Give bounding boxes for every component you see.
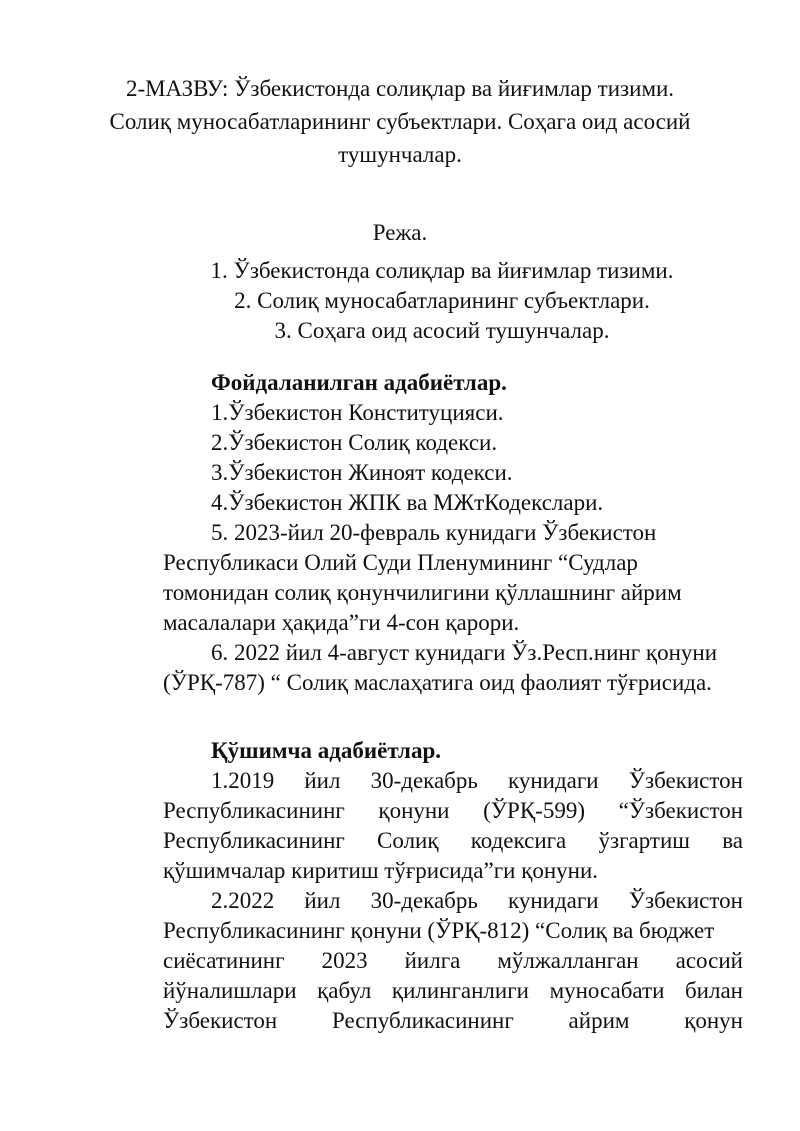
word: Ўзбекистон [628,768,743,793]
word: “Ўзбекистон [618,798,743,823]
word: қонуни [378,798,450,823]
used-literature-line-1: 1.Ўзбекистон Конституцияси. [211,400,504,425]
word: йил [304,888,341,913]
used-literature-line-2: 2.Ўзбекистон Солиқ кодекси. [211,430,498,455]
additional-item2-line4 [163,976,743,1006]
used-literature-line-3: 3.Ўзбекистон Жиноят кодекси. [211,460,513,485]
used-literature-line-9: 6. 2022 йил 4-август кунидаги Ўз.Респ.нинг қонуни [211,640,717,665]
used-literature-heading: Фойдаланилган адабиётлар. [211,370,507,395]
word: Ўзбекистон [163,1008,278,1033]
word: мўлжалланган [497,948,639,973]
plan-item-2: 2. Солиқ муносабатларининг субъектлари. [234,288,650,313]
used-literature-line-7: томонидан солиқ қонунчилигини қўллашнинг айрим [163,580,682,605]
plan-item-1: 1. Ўзбекистонда солиқлар ва йиғимлар тизими. [210,258,674,283]
additional-item1-line2 [163,796,743,826]
word: билан [684,978,743,1003]
additional-literature-heading: Қўшимча адабиётлар. [211,738,441,763]
word: кодексига [470,828,567,853]
word: Республикасининг [163,798,345,823]
word: ва [722,828,743,853]
word: 30-декабрь [370,888,478,913]
additional-item2-line1 [163,886,743,916]
word: 2.2022 [211,888,275,913]
word: Солиқ [377,828,439,853]
used-literature-line-8: масалалари ҳақида”ги 4-сон қарори. [163,610,520,635]
additional-item1-line3 [163,826,743,856]
word: 2023 [321,948,368,973]
used-literature-section [163,368,743,698]
word: (ЎРҚ-599) [483,798,585,823]
word: сиёсатининг [163,948,285,973]
word: асосий [675,948,743,973]
word: 30-декабрь [370,768,478,793]
used-literature-line-6: Республикаси Олий Суди Пленумининг “Судлар [163,550,638,575]
title-line-2: Солиқ муносабатларининг субъектлари. Соҳага оид асосий [109,109,691,134]
document-title [100,72,700,171]
additional-item1-line4: қўшимчалар киритиш тўғрисида”ги қонуни. [163,858,599,883]
used-literature-line-4: 4.Ўзбекистон ЖПК ва МЖтКодекслари. [211,490,604,515]
additional-item2-line3 [163,946,743,976]
word: кунидаги [507,768,599,793]
word: айрим [568,1008,630,1033]
word: Республикасининг [163,828,345,853]
plan-heading: Режа. [372,220,428,245]
word: Республикасининг [331,1008,514,1033]
additional-literature-section [163,736,743,1036]
title-line-3: тушунчалар. [338,142,462,167]
word: муносабати [549,978,665,1003]
word: кунидаги [507,888,599,913]
used-literature-line-10: (ЎРҚ-787) “ Солиқ маслаҳатига оид фаолият тўғрисида. [163,670,712,695]
additional-item2-line2: Республикасининг қонуни (ЎРҚ-812) “Солиқ ва бюджет [163,918,715,943]
word: йил [304,768,341,793]
word: қилинганлиги [391,978,529,1003]
word: йўналишлари [163,978,297,1003]
title-line-1: 2-МАЗВУ: Ўзбекистонда солиқлар ва йиғимлар тизими. [125,76,675,101]
additional-item2-line5 [163,1006,743,1036]
plan-item-3: 3. Соҳага оид асосий тушунчалар. [274,318,610,343]
word: Ўзбекистон [628,888,743,913]
used-literature-line-5: 5. 2023-йил 20-февраль кунидаги Ўзбекистон [211,520,657,545]
word: йилга [404,948,461,973]
additional-item1-line1 [163,766,743,796]
plan-list [0,256,800,346]
word: ўзгартиш [598,828,690,853]
word: қонун [684,1008,743,1033]
word: қабул [317,978,372,1003]
word: 1.2019 [211,768,275,793]
